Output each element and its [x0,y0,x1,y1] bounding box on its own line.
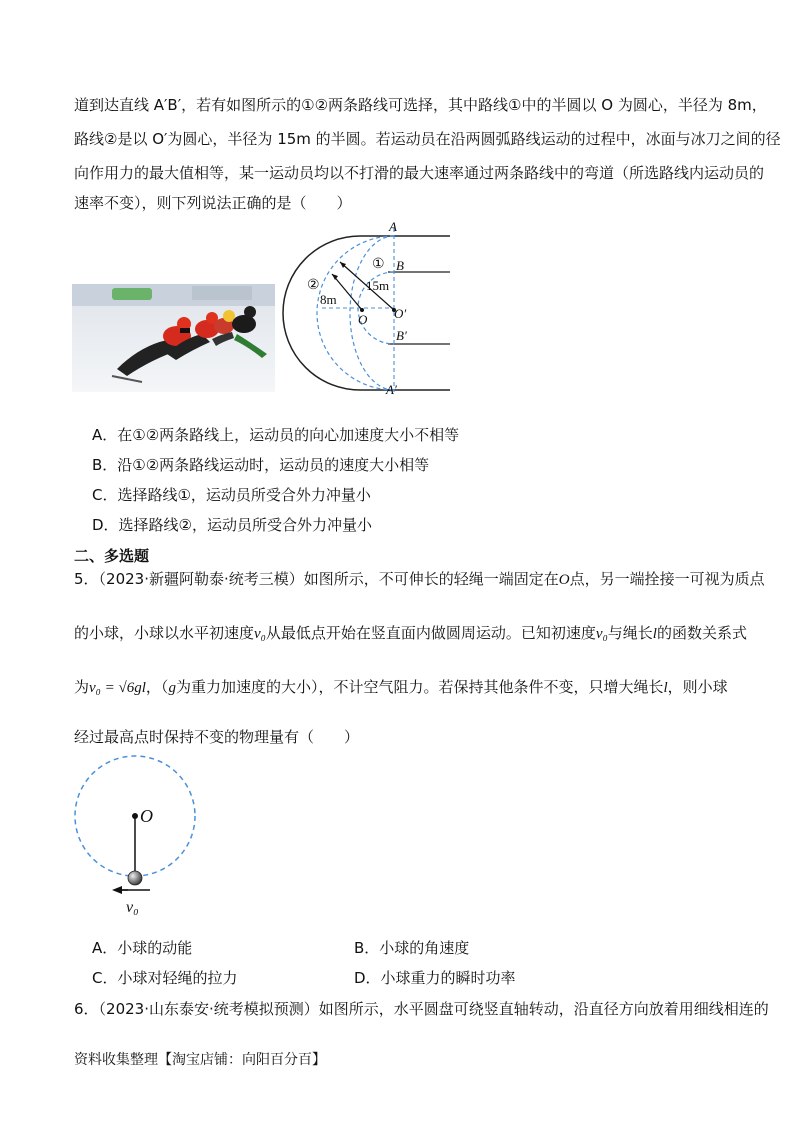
label-v0: v₀ [126,899,139,916]
q5-line2-d: 的函数关系式 [656,624,747,642]
q6-stem-line-1: 6．（2023·山东泰安·统考模拟预测）如图所示，水平圆盘可绕竖直轴转动，沿直径方向放着用细线相连的 [74,1000,769,1018]
label-B-prime: B′ [396,328,407,343]
q5-stem-line-1 [74,568,765,591]
label-A-prime: A′ [386,382,397,394]
q5-line1-text: 5．（2023·新疆阿勒泰·统考三模）如图所示，不可伸长的轻绳一端固定在 [74,570,559,588]
q5-option-b: B．小球的角速度 [354,939,470,957]
q4-option-d: D．选择路线②，运动员所受合外力冲量小 [92,516,372,534]
q4-option-b: B．沿①②两条路线运动时，运动员的速度大小相等 [92,456,430,474]
label-O: O [358,312,368,327]
q5-line2-b: 从最低点开始在竖直面内做圆周运动。已知初速度 [265,624,596,642]
label-O-q5: O [140,806,153,826]
circular-motion-diagram [72,752,212,920]
label-O-prime: O′ [394,306,407,321]
page-footer: 资料收集整理【淘宝店铺：向阳百分百】 [74,1052,326,1068]
q5-line3-a: 为 [74,678,90,696]
q5-stem-line-3 [74,676,728,699]
label-8m: 8m [320,292,337,307]
q5-line2-c: 与绳长 [607,624,653,642]
label-B: B [396,258,404,273]
section-heading: 二、多选题 [74,547,150,565]
q5-option-a: A．小球的动能 [92,939,193,957]
q5-line2-a: 的小球，小球以水平初速度 [74,624,255,642]
track-diagram [282,218,452,394]
q5-line1-end: 点，另一端拴接一可视为质点 [569,570,765,588]
q4-stem-line-1: 道到达直线 A′B′，若有如图所示的①②两条路线可选择，其中路线①中的半圆以 O 为圆心，半径为 8m， [74,96,767,114]
q4-option-c: C．选择路线①，运动员所受合外力冲量小 [92,486,371,504]
q5-line3-b: ，（ [145,678,169,696]
q5-formula: v₀ = √6gl [89,680,146,696]
q5-var-v0-2: v₀ [595,626,608,642]
speed-skating-photo [72,284,275,392]
q5-line3-d: ，则小球 [667,678,728,696]
label-route-1: ① [372,257,385,272]
q5-stem-line-2 [74,622,747,645]
q5-line3-c: 为重力加速度的大小），不计空气阻力。若保持其他条件不变，只增大绳长 [175,678,664,696]
label-15m: 15m [366,278,390,293]
q5-var-v0-1: v₀ [254,626,266,642]
q5-var-O: O [558,572,570,588]
q5-stem-line-4: 经过最高点时保持不变的物理量有（ ） [74,728,360,746]
q5-option-d: D．小球重力的瞬时功率 [354,969,516,987]
q4-option-a: A．在①②两条路线上，运动员的向心加速度大小不相等 [92,426,460,444]
label-route-2: ② [307,278,320,293]
q5-var-g: g [168,680,176,696]
q4-stem-line-4: 速率不变），则下列说法正确的是（ ） [74,194,352,212]
label-A: A [389,219,397,234]
q4-stem-line-2: 路线②是以 O′为圆心，半径为 15m 的半圆。若运动员在沿两圆弧路线运动的过程中，冰面与冰刀之间的径 [74,130,781,148]
q5-option-c: C．小球对轻绳的拉力 [92,969,238,987]
q4-stem-line-3: 向作用力的最大值相等，某一运动员均以不打滑的最大速率通过两条路线中的弯道（所选路线内运动员的 [74,164,765,182]
q5-var-l-2: l [663,680,668,696]
q5-var-l: l [652,626,657,642]
